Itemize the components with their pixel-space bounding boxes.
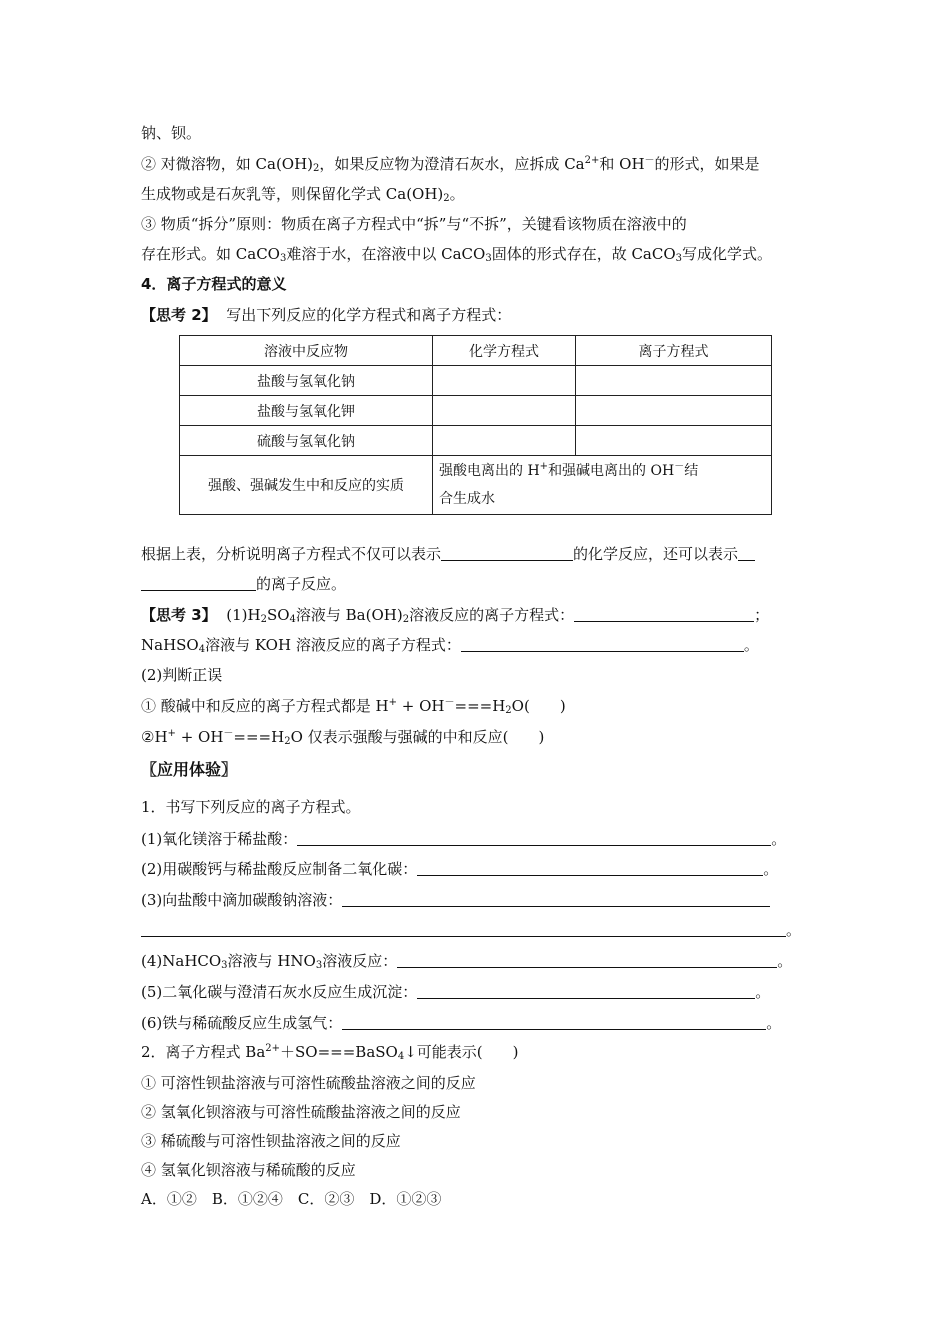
question-text: ① 酸碱中和反应的离子方程式都是 $H^+ + OH^-===H_2O$( ) [141,697,566,716]
paragraph: ② 对微溶物，如 $Ca(OH)_2$，如果反应物为澄清石灰水，应拆成 $Ca^{2+}$和 OH－的形式，如果是 [141,155,760,174]
question-text: (2)用碳酸钙与稀盐酸反应制备二氧化碳： 。 [141,860,779,878]
table-header-row [180,336,772,366]
apply-heading: 〖应用体验〗 [141,760,238,779]
table-cell: 硫酸与氢氧化钠 [180,426,433,456]
answer-blank[interactable] [574,607,754,622]
question-text: (3)向盐酸中滴加碳酸钠溶液： [141,889,770,911]
question-text: 。 [141,919,801,941]
paragraph: 钠、钡。 [141,124,202,142]
answer-blank[interactable] [461,637,744,652]
answer-blank[interactable] [738,546,755,561]
option-item: ② 氢氧化钡溶液与可溶性硫酸盐溶液之间的反应 [141,1103,461,1121]
reaction-table [179,335,772,515]
answer-blank[interactable] [342,892,770,907]
think-2: 【思考 2】 写出下列反应的化学方程式和离子方程式： [141,306,512,324]
answer-choices: A．①② B．①②④ C．②③ D．①②③ [141,1190,442,1208]
table-row [180,366,772,396]
option-item: ③ 稀硫酸与可溶性钡盐溶液之间的反应 [141,1132,401,1150]
answer-blank[interactable] [141,922,786,937]
table-row [180,456,772,515]
table-cell-blank [576,426,772,456]
paragraph: 存在形式。如 CaCO$_3$难溶于水，在溶液中以 CaCO$_3$固体的形式存在，故 CaCO$_3$写成化学式。 [141,245,773,264]
table-cell-blank [576,396,772,426]
paragraph: 生成物或是石灰乳等，则保留化学式 $Ca(OH)_2$。 [141,185,465,204]
table-cell: 强酸电离出的 H+和强碱电离出的 OH－结 合生成水 [433,456,772,515]
question-text: 1．书写下列反应的离子方程式。 [141,798,361,816]
table-cell: 盐酸与氢氧化钠 [180,366,433,396]
question-text: (5)二氧化碳与澄清石灰水反应生成沉淀： 。 [141,983,771,1001]
think-3: 【思考 3】 $(1)H_2SO_4$溶液与 $Ba(OH)_2$溶液反应的离子方程式： ； [141,606,770,625]
question-text: 根据上表，分析说明离子方程式不仅可以表示 的化学反应，还可以表示 [141,543,755,565]
question-text: (1)氧化镁溶于稀盐酸： 。 [141,830,787,848]
answer-blank[interactable] [417,861,763,876]
question-text: (4)NaHCO$_3$溶液与 $HNO_3$溶液反应： 。 [141,952,793,971]
section-heading: 4．离子方程式的意义 [141,275,287,293]
table-row [180,426,772,456]
answer-blank[interactable] [441,546,573,561]
table-cell-blank [433,426,576,456]
question-text: NaHSO$_4$溶液与 KOH 溶液反应的离子方程式： 。 [141,636,759,655]
answer-blank[interactable] [342,1015,766,1030]
answer-blank[interactable] [397,953,777,968]
table-cell-blank [433,396,576,426]
answer-blank[interactable] [141,576,256,591]
option-item: ④ 氢氧化钡溶液与稀硫酸的反应 [141,1161,356,1179]
table-header: 离子方程式 [576,336,772,366]
table-cell: 强酸、强碱发生中和反应的实质 [180,456,433,515]
table-cell-blank [433,366,576,396]
question-text: (2)判断正误 [141,666,223,684]
question-text: ②H+ + $OH^-===H_2O$ 仅表示强酸与强碱的中和反应( ) [141,728,545,747]
table-cell: 盐酸与氢氧化钾 [180,396,433,426]
table-header: 化学方程式 [433,336,576,366]
table-row [180,396,772,426]
table-cell-blank [576,366,772,396]
answer-blank[interactable] [417,984,755,999]
option-item: ① 可溶性钡盐溶液与可溶性硫酸盐溶液之间的反应 [141,1074,476,1092]
question-text: (6)铁与稀硫酸反应生成氢气： 。 [141,1014,782,1032]
paragraph: ③ 物质“拆分”原则：物质在离子方程式中“拆”与“不拆”，关键看该物质在溶液中的 [141,215,687,233]
table-header: 溶液中反应物 [180,336,433,366]
question-text: 2．离子方程式 $Ba^{2+}+SO===BaSO_4↓$可能表示( ) [141,1043,519,1062]
question-text: 的离子反应。 [141,573,346,595]
answer-blank[interactable] [297,831,771,846]
